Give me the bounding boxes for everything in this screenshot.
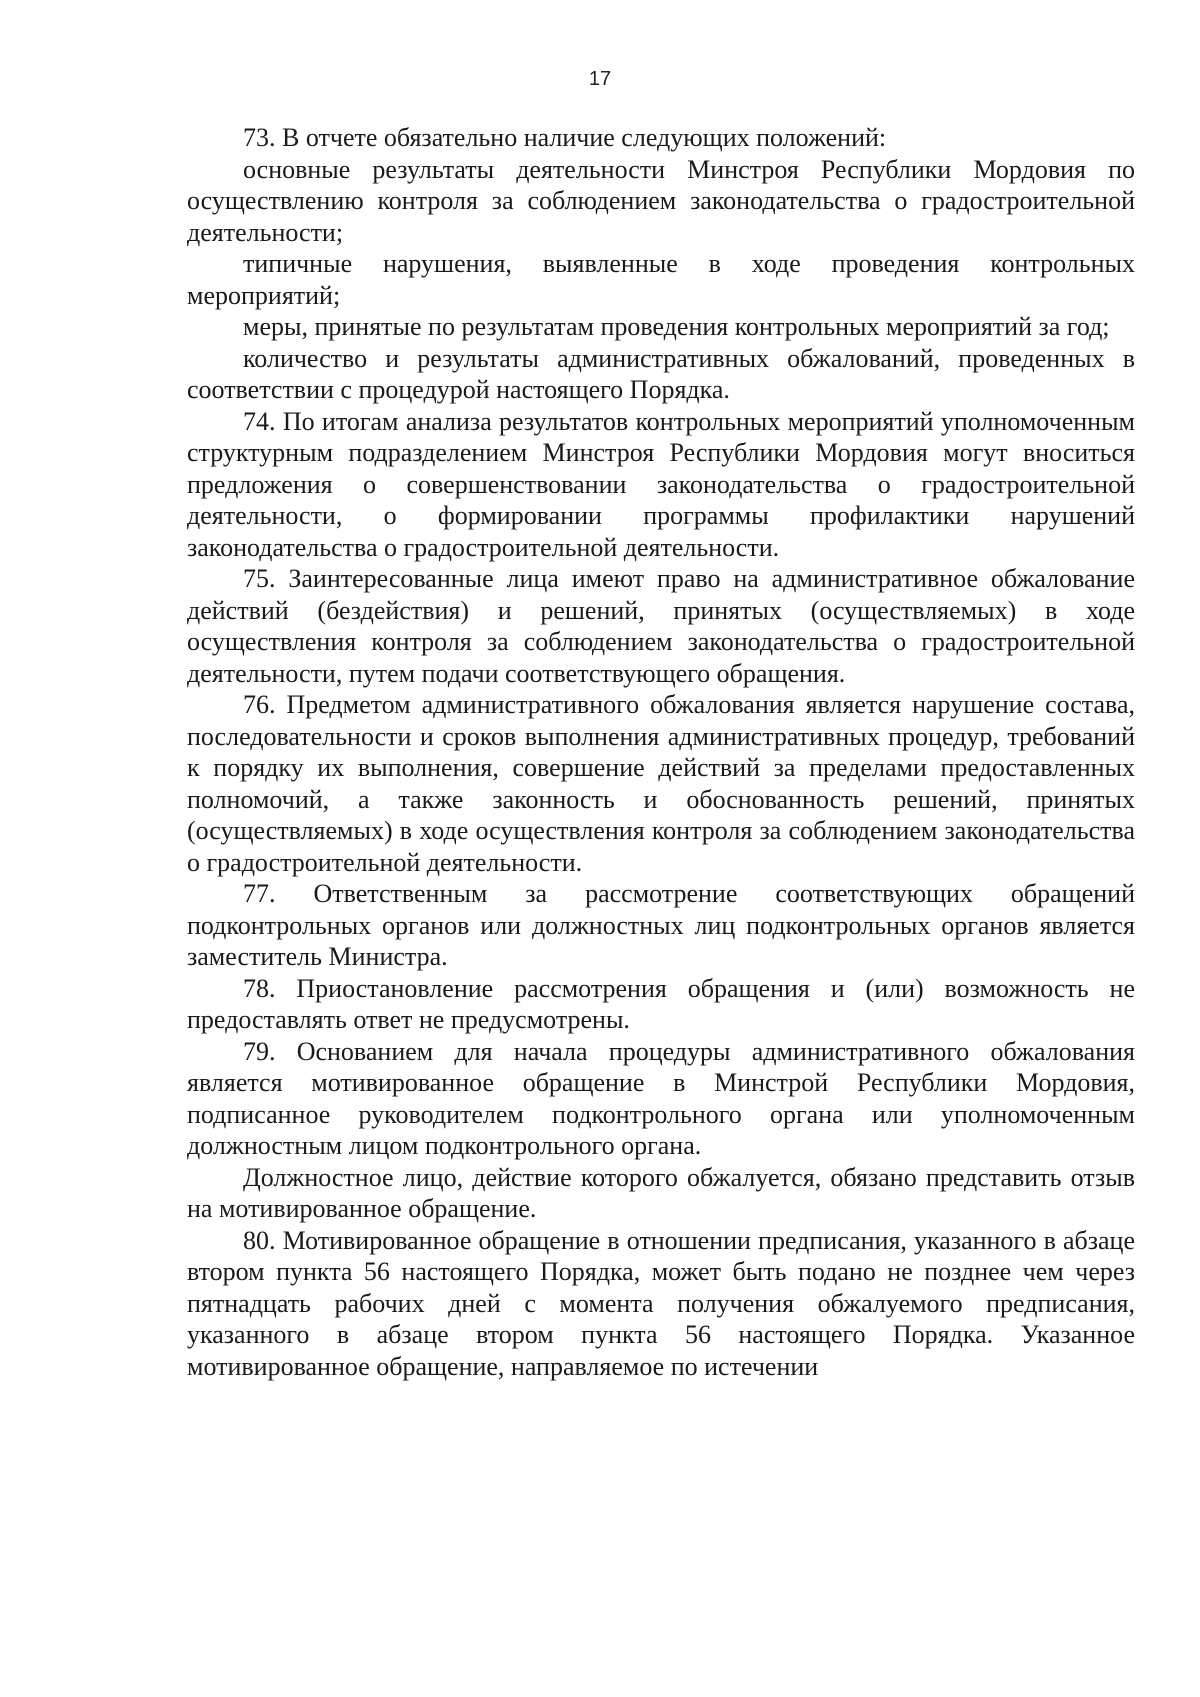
paragraph-73-item-2: типичные нарушения, выявленные в ходе проведения контрольных мероприятий; (187, 249, 1135, 310)
paragraph-80: 80. Мотивированное обращение в отношении предписания, указанного в абзаце втором пункта 56 настоящего Порядка, может быть подано не позднее чем через пятнадцать рабочих дней с момента получения обжалуемого предписания, указанного в абзаце втором пункта 56 настоящего Порядка. Указанное мотивированное обращение, направляемое по истечении (187, 1225, 1135, 1381)
paragraph-73-item-3: меры, принятые по результатам проведения контрольных мероприятий за год; (243, 312, 1110, 341)
paragraph-74: 74. По итогам анализа результатов контрольных мероприятий уполномоченным структурным подразделением Минстроя Республики Мордовия могут вноситься предложения о совершенствовании законодательства о градостроительной деятельности, о формировании программы профилактики нарушений законодательства о градостроительной деятельности. (187, 406, 1135, 562)
paragraph-76: 76. Предметом административного обжалования является нарушение состава, последовательности и сроков выполнения административных процедур, требований к порядку их выполнения, совершение действий за пределами предоставленных полномочий, а также законность и обоснованность решений, принятых (осуществляемых) в ходе осуществления контроля за соблюдением законодательства о градостроительной деятельности. (187, 690, 1135, 877)
paragraph-73-item-4: количество и результаты административных обжалований, проведенных в соответствии с процедурой настоящего Порядка. (187, 343, 1135, 404)
paragraph-75: 75. Заинтересованные лица имеют право на административное обжалование действий (бездействия) и решений, принятых (осуществляемых) в ходе осуществления контроля за соблюдением законодательства о градостроительной деятельности, путем подачи соответствующего обращения. (187, 564, 1135, 688)
paragraph-73: 73. В отчете обязательно наличие следующих положений: (243, 123, 887, 152)
paragraph-78: 78. Приостановление рассмотрения обращения и (или) возможность не предоставлять ответ не предусмотрены. (187, 973, 1135, 1034)
paragraph-79-note: Должностное лицо, действие которого обжалуется, обязано представить отзыв на мотивированное обращение. (187, 1162, 1135, 1223)
paragraph-73-item-1: основные результаты деятельности Минстроя Республики Мордовия по осуществлению контроля за соблюдением законодательства о градостроительной деятельности; (187, 154, 1135, 247)
document-body (187, 122, 1135, 1382)
page-number: 17 (588, 68, 612, 90)
paragraph-79: 79. Основанием для начала процедуры административного обжалования является мотивированное обращение в Минстрой Республики Мордовия, подписанное руководителем подконтрольного органа или уполномоченным должностным лицом подконтрольного органа. (187, 1036, 1135, 1160)
paragraph-77: 77. Ответственным за рассмотрение соответствующих обращений подконтрольных органов или должностных лиц подконтрольных органов является заместитель Министра. (187, 879, 1135, 971)
